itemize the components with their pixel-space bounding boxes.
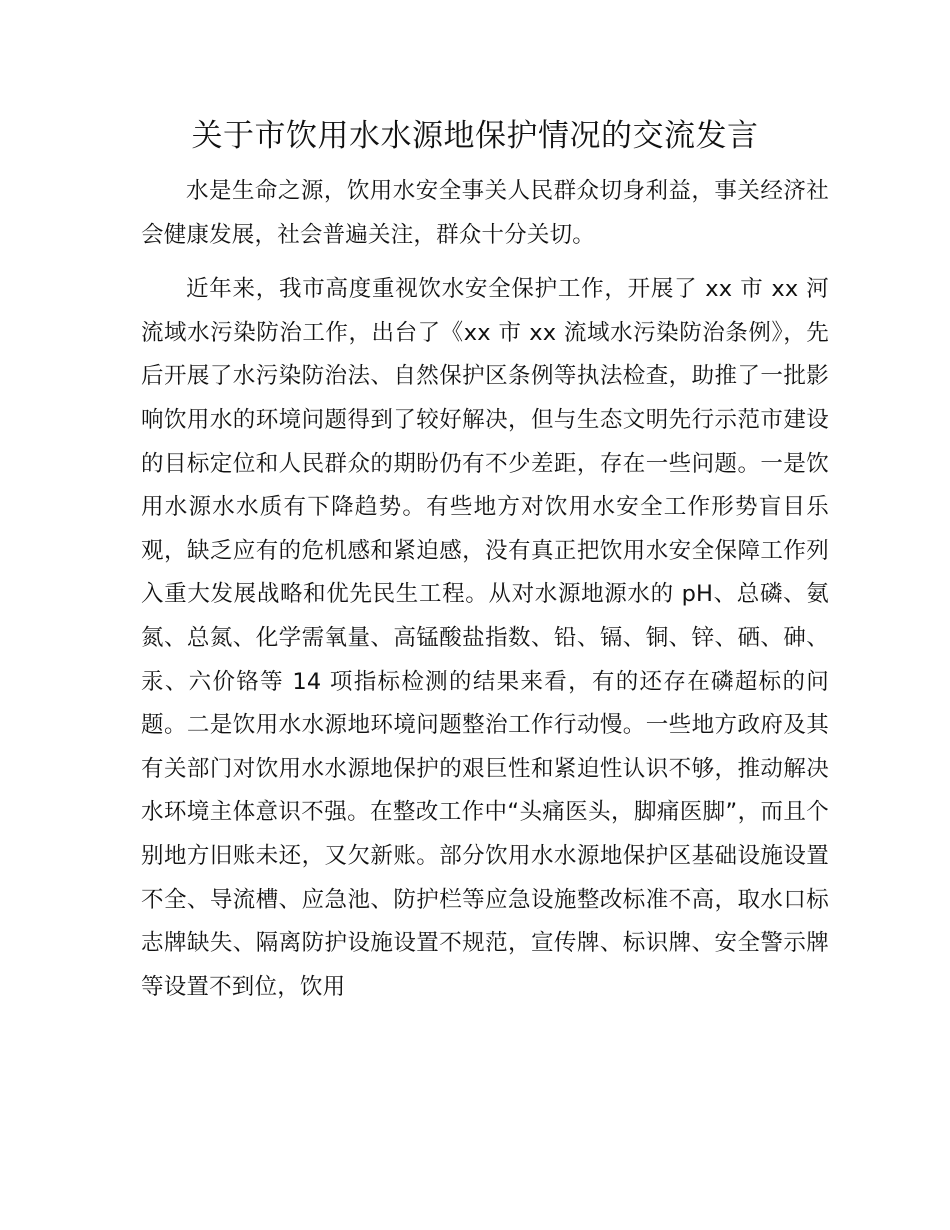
- document-body: [141, 170, 829, 1009]
- paragraph-intro: 水是生命之源，饮用水安全事关人民群众切身利益，事关经济社会健康发展，社会普遍关注，群众十分关切。: [141, 178, 829, 248]
- paragraph-main: 近年来，我市高度重视饮水安全保护工作，开展了 xx 市 xx 河流域水污染防治工作，出台了《xx 市 xx 流域水污染防治条例》，先后开展了水污染防治法、自然保护区条例等执法检查，助推了一批影响饮用水的环境问题得到了较好解决，但与生态文明先行示范市建设的目标定位和人民群众的期盼仍有不少差距，存在一些问题。一是饮用水源水水质有下降趋势。有些地方对饮用水安全工作形势盲目乐观，缺乏应有的危机感和紧迫感，没有真正把饮用水安全保障工作列入重大发展战略和优先民生工程。从对水源地源水的 pH、总磷、氨氮、总氮、化学需氧量、高锰酸盐指数、铅、镉、铜、锌、硒、砷、汞、六价铬等 14 项指标检测的结果来看，有的还存在磷超标的问题。二是饮用水水源地环境问题整治工作行动慢。一些地方政府及其有关部门对饮用水水源地保护的艰巨性和紧迫性认识不够，推动解决水环境主体意识不强。在整改工作中“头痛医头，脚痛医脚”，而且个别地方旧账未还，又欠新账。部分饮用水水源地保护区基础设施设置不全、导流槽、应急池、防护栏等应急设施整改标准不高，取水口标志牌缺失、隔离防护设施设置不规范，宣传牌、标识牌、安全警示牌等设置不到位，饮用: [141, 276, 829, 1000]
- document-title: 关于市饮用水水源地保护情况的交流发言: [191, 118, 759, 154]
